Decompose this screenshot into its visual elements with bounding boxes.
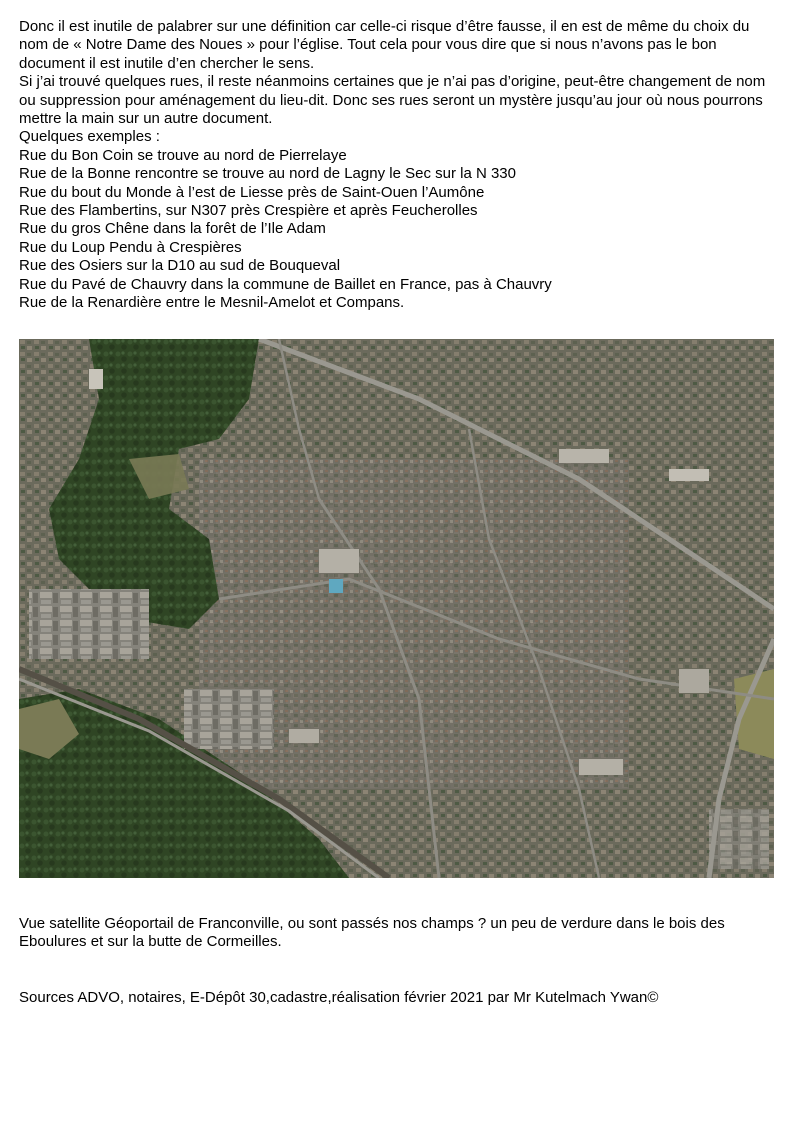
satellite-photo <box>19 339 774 878</box>
examples-heading: Quelques exemples : <box>19 128 160 146</box>
street-item: Rue du bout du Monde à l’est de Liesse près de Saint-Ouen l’Aumône <box>19 183 485 201</box>
street-list <box>19 147 779 313</box>
intro-paragraph-2: Si j’ai trouvé quelques rues, il reste néanmoins certaines que je n’ai pas d’origine, peut-être changement de nom ou suppression pour aménagement du lieu-dit. Donc ses rues seront un mystère jusqu’au jour où nous pourrons mettre la main sur un autre document. <box>19 73 766 128</box>
building-block <box>319 549 359 573</box>
commercial-zone-2 <box>184 689 274 749</box>
building-block <box>289 729 319 743</box>
intro-text <box>19 18 779 313</box>
street-item: Rue du Pavé de Chauvry dans la commune de Baillet en France, pas à Chauvry <box>19 275 552 293</box>
swimming-pool <box>329 579 343 593</box>
intro-paragraph-1: Donc il est inutile de palabrer sur une définition car celle-ci risque d’être fausse, il en est de même du choix du nom de « Notre Dame des Noues » pour l’église. Tout cela pour vous dire que si nous n’avons pas le bon document il est inutile d’en chercher le sens. <box>19 18 750 72</box>
building-block <box>89 369 103 389</box>
commercial-zone <box>29 589 149 659</box>
satellite-photo-drawing <box>19 339 774 878</box>
street-item: Rue du gros Chêne dans la forêt de l’Ile Adam <box>19 220 326 238</box>
street-item: Rue des Flambertins, sur N307 près Crespière et après Feucherolles <box>19 202 478 220</box>
street-item: Rue de la Renardière entre le Mesnil-Amelot et Compans. <box>19 294 405 312</box>
street-item: Rue des Osiers sur la D10 au sud de Bouqueval <box>19 257 341 275</box>
building-block <box>559 449 609 463</box>
building-block <box>669 469 709 481</box>
sources-line: Sources ADVO, notaires, E-Dépôt 30,cadastre,réalisation février 2021 par Mr Kutelmach Ywan© <box>19 989 659 1006</box>
building-block <box>679 669 709 693</box>
building-block <box>579 759 623 775</box>
street-item: Rue du Bon Coin se trouve au nord de Pierrelaye <box>19 146 347 164</box>
street-item: Rue du Loup Pendu à Crespières <box>19 238 242 256</box>
figure-caption: Vue satellite Géoportail de Franconville, ou sont passés nos champs ? un peu de verdure dans le bois des Eboulures et sur la butte de Cormeilles. <box>19 915 725 951</box>
street-item: Rue de la Bonne rencontre se trouve au nord de Lagny le Sec sur la N 330 <box>19 165 516 183</box>
